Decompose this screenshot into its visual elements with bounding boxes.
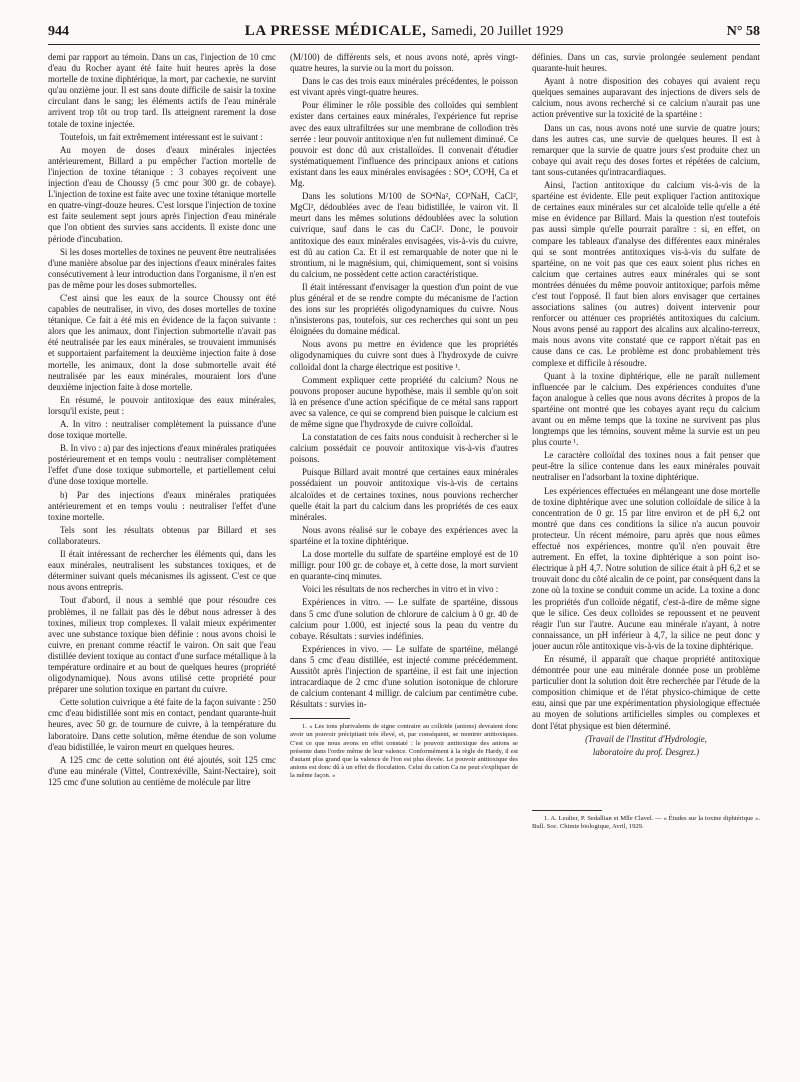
paragraph: A. In vitro : neutraliser complètement la puissance d'une dose toxique mortelle. [48, 419, 276, 441]
paragraph: C'est ainsi que les eaux de la source Choussy ont été capables de neutraliser, in vivo, des doses mortelles de toxine tétanique. Ce fait a été mis en évidence de la façon suivante : alors que les animaux, dont l'injection submortelle n'avait pas été neutralisée par les eaux minérales, se trouvaient immunisés et supportaient parfaitement la deuxième injection faite à dose mortelle, les animaux, dont la dose submortelle avait été neutralisée par les eaux minérales, mouraient lors d'une deuxième injection faite à dose mortelle. [48, 292, 276, 392]
column-2 [290, 52, 518, 1072]
footnote: 1. A. Leulier, P. Sedallian et Mlle Clavel. — « Études sur la toxine diphtérique ». Bull. Soc. Chimie biologique, Avril, 1929. [532, 814, 760, 830]
spacer [532, 760, 760, 804]
paragraph: La constatation de ces faits nous conduisit à rechercher si le calcium possédait ce pouvoir antitoxique vis-à-vis d'autres poisons. [290, 432, 518, 465]
paragraph: (M/100) de différents sels, et nous avons noté, après vingt-quatre heures, la survie ou la mort du poisson. [290, 52, 518, 74]
paragraph: Pour éliminer le rôle possible des colloïdes qui semblent exister dans certaines eaux minérales, l'expérience fut reprise avec des eaux ultrafiltrées sur une membrane de collodion très serrée : leur pouvoir antitoxique n'en fut nullement diminué. Ce pouvoir est donc dû aux cristalloïdes. Il convenait d'étudier systématiquement l'influence des principaux anions et cations existant dans les eaux minérales envisagées : SO⁴, CO³H, Ca et Mg. [290, 100, 518, 189]
paragraph: En résumé, il apparaît que chaque propriété antitoxique démontrée pour une eau minérale donnée pose un problème particulier dont la solution doit être recherchée par l'étude de la composition chimique et de l'état physico-chimique de cette eau, ainsi que par une expérimentation physiologique effectuée au moyen de solutions artificielles simples ou complexes et dont l'état physique est bien déterminé. [532, 653, 760, 731]
paragraph: b) Par des injections d'eaux minérales pratiquées antérieurement et en temps voulu : neutraliser l'effet d'une toxine mortelle. [48, 489, 276, 522]
paragraph: Les expériences effectuées en mélangeant une dose mortelle de toxine diphtérique avec une solution colloïdale de silice à la concentration de 0 gr. 15 par litre environ et de pH 6,2 ont montré que dans ces conditions la silice n'a aucun pouvoir protecteur. Un récent mémoire, paru après que nous eûmes effectué nos expériences, montre qu'il n'en pouvait être autrement. En effet, la toxine diphtérique a son point iso-électrique à pH 4,7. Notre solution de silice était à pH 6,2 et se trouvait donc du côté alcalin de ce point, par conséquent dans la zone où la toxine se conduit comme un acide. La toxine a donc les propriétés d'un colloïde négatif, c'est-à-dire de même signe que le silice. Ces deux colloïdes se repoussent et ne peuvent réagir l'un sur l'autre. Aucune eau minérale n'ayant, à notre connaissance, un pH inférieur à 4,7, la silice ne peut donc y jouer aucun rôle antitoxique vis-à-vis de la toxine diphtérique. [532, 485, 760, 651]
footnote-rule [290, 718, 350, 719]
paragraph: Ayant à notre disposition des cobayes qui avaient reçu quelques semaines auparavant des injections de divers sels de calcium, nous avons recherché si ce calcium n'aurait pas une action préventive sur la toxicité de la spartéine : [532, 76, 760, 120]
paragraph: Puisque Billard avait montré que certaines eaux minérales possédaient un pouvoir antitoxique vis-à-vis de certains alcaloïdes et de certaines toxines, nous pouvions rechercher quelle était la part du calcium dans les propriétés de ces eaux minérales. [290, 467, 518, 522]
page-header [48, 22, 760, 45]
signature-line: laboratoire du prof. Desgrez.) [592, 746, 700, 757]
paragraph: Dans les solutions M/100 de SO⁴Na², CO³NaH, CaCl², MgCl², dédoublées avec de l'eau bidistillée, le vairon vit. Il meurt dans les mêmes solutions dédoublées avec la solution cuivrique, sauf dans le cas du CaCl². Donc, le pouvoir antitoxique des eaux minérales envisagées, vis-à-vis du cuivre, est dû au cation Ca. Et il est remarquable de noter que ni le strontium, ni le magnésium, qui, chimiquement, sont si voisins du calcium, ne possèdent cette action caractéristique. [290, 191, 518, 279]
paragraph: Il était intéressant de rechercher les éléments qui, dans les eaux minérales, neutralisent les substances toxiques, et de déterminer suivant quels mécanismes ils agissent. C'est ce que nous avons entrepris. [48, 549, 276, 593]
issue-date: Samedi, 20 Juillet 1929 [431, 24, 564, 39]
paragraph: Dans un cas, nous avons noté une survie de quatre jours; dans les autres cas, une survie de quelques heures. Il est à remarquer que la survie de quatre jours s'est produite chez un cobaye qui avait reçu des doses fortes et répétées de calcium, tant sous-cutanées qu'intracardiaques. [532, 122, 760, 177]
signature-line: (Travail de l'Institut d'Hydrologie, [585, 733, 707, 744]
paragraph: Dans le cas des trois eaux minérales précédentes, le poisson est vivant après vingt-quatre heures. [290, 76, 518, 98]
paragraph: Il était intéressant d'envisager la question d'un point de vue plus général et de se rendre compte du mécanisme de l'action des ions sur les propriétés oligodynamiques du cuivre. Nous n'insisterons pas, toutefois, sur ces recherches qui sont un peu éloignées du domaine médical. [290, 281, 518, 337]
paragraph: A 125 cmc de cette solution ont été ajoutés, soit 125 cmc d'une eau minérale (Vittel, Contrexéville, Saint-Nectaire), soit 125 cmc d'une solution au centième de molécule par litre [48, 754, 276, 787]
journal-title-line [48, 23, 760, 40]
paragraph: Tels sont les résultats obtenus par Billard et ses collaborateurs. [48, 524, 276, 546]
footnote: 1. « Les ions plurivalents de signe contraire au colloïde (anions) devraient donc avoir un pouvoir précipitant très élevé, et, par conséquent, se montrer antitoxiques. C'est ce que nous avons en effet constaté : le pouvoir antitoxique des anions se présente dans l'ordre même de leur valence. Conformément à la règle de Hardy, il est d'autant plus grand que la valence de l'ion est plus élevée. Le pouvoir antitoxique des anions est donc dû à un effet de floculation. Celui du cation Ca ne peut s'expliquer de la même façon. » [290, 723, 518, 779]
issue-number: N° 58 [726, 24, 760, 39]
paragraph: Ainsi, l'action antitoxique du calcium vis-à-vis de la spartéine est évidente. Elle peut expliquer l'action antitoxique de certaines eaux minérales sur cet alcaloïde telle qu'elle a été mise en évidence par Billard. Mais la question n'est toutefois pas aussi simple qu'elle pourrait paraître : si, en effet, on compare les tableaux d'analyse des différentes eaux minérales qui se sont montrées antitoxiques vis-à-vis du sulfate de spartéine, on ne voit pas que ces eaux soient plus riches en calcium que certaines autres eaux minérales qui se sont montrées dénuées du même pouvoir antitoxique; parfois même c'est tout l'opposé. Il faut bien alors envisager que certaines associations salines (ou autres) doivent intervenir pour renforcer ou atténuer ces propriétés antitoxiques du calcium. Nous avons pensé au rapport des alcalins aux alcalino-terreux, mais nous avons vite constaté que ce rapport n'était pas en cause dans ce cas. Le problème est donc probablement très complexe et difficile à résoudre. [532, 180, 760, 368]
paragraph: Cette solution cuivrique a été faite de la façon suivante : 250 cmc d'eau bidistillée sont mis en contact, pendant quarante-huit heures, avec 50 gr. de tournure de cuivre, à la température du laboratoire. Dans cette solution, même étendue de son volume d'eau bidistillée, le vairon meurt en quelques heures. [48, 697, 276, 752]
paragraph: Voici les résultats de nos recherches in vitro et in vivo : [302, 584, 499, 595]
page-number: 944 [48, 24, 69, 39]
column-1 [48, 52, 276, 1072]
paragraph: En résumé, le pouvoir antitoxique des eaux minérales, lorsqu'il existe, peut : [48, 394, 276, 416]
journal-title: LA PRESSE MÉDICALE, [244, 23, 427, 39]
paragraph: Nous avons réalisé sur le cobaye des expériences avec la spartéine et la toxine diphtérique. [290, 524, 518, 546]
paragraph: demi par rapport au témoin. Dans un cas, l'injection de 10 cmc d'eau du Rocher ayant été faite huit heures après la dose mortelle de toxine diphtérique, la mort, par cachexie, ne survint qu'au onzième jour. Il est sans doute difficile de saisir la toxine circulant dans le sang; les éléments actifs de l'eau minérale arrivent trop tôt ou trop tard. Ils atteignent rarement la dose totale de toxine injectée. [48, 52, 276, 129]
paragraph: Expériences in vivo. — Le sulfate de spartéine, mélangé dans 5 cmc d'eau distillée, est injecté comme précédemment. Aussitôt après l'injection de spartéine, il est fait une injection intracardiaque de 2 cmc d'une solution isotonique de chlorure de calcium contenant 4 milligr. de calcium par centimètre cube. Résultats : survies in- [290, 643, 518, 710]
column-3 [532, 52, 760, 1072]
paragraph: Si les doses mortelles de toxines ne peuvent être neutralisées d'une manière absolue par des injections d'eaux minérales faites consécutivement à leur introduction dans l'organisme, il n'en est pas de même pour les doses submortelles. [48, 246, 276, 290]
paragraph: Expériences in vitro. — Le sulfate de spartéine, dissous dans 5 cmc d'une solution de chlorure de calcium à 0 gr. 40 de calcium pour 1.000, est injecté sous la peau du ventre du cobaye. Résultats : survies indéfinies. [290, 597, 518, 641]
article-columns [48, 52, 760, 1072]
paragraph: La dose mortelle du sulfate de spartéine employé est de 10 milligr. pour 100 gr. de cobaye et, à cette dose, la mort survient en quarante-cinq minutes. [290, 549, 518, 582]
paragraph: Le caractère colloïdal des toxines nous a fait penser que peut-être la silice contenue dans les eaux minérales pouvait neutraliser en l'adsorbant la toxine diphtérique. [532, 450, 760, 483]
paragraph: Au moyen de doses d'eaux minérales injectées antérieurement, Billard a pu empêcher l'action mortelle de l'injection de toxine tétanique : 3 cobayes reçoivent une injection d'eau de Choussy (5 cmc pour 300 gr. de cobaye). L'injection de toxine est faite avec une toxine tétanique mortelle en quatre-vingt-douze heures. C'est lorsque l'injection de toxine est faite seulement sept jours après l'injection d'eau minérale que l'on obtient des survies sans accidents. Il existe donc une période d'incubation. [48, 144, 276, 244]
paragraph: Nous avons pu mettre en évidence que les propriétés oligodynamiques du cuivre sont dues à l'hydroxyde de cuivre colloïdal dont la charge électrique est positive ¹. [290, 339, 518, 372]
footnote-rule [532, 810, 602, 811]
paragraph: Comment expliquer cette propriété du calcium? Nous ne pouvons proposer aucune hypothèse, mais il semble qu'on soit là en présence d'une action spécifique de ce métal sans rapport avec sa valence, ce qui se comprend bien puisque le calcium est de même signe que l'hydroxyde de cuivre colloïdal. [290, 374, 518, 429]
paragraph: Tout d'abord, il nous a semblé que pour résoudre ces problèmes, il ne fallait pas dès le début nous adresser à des toxines, milieux trop complexes. Il valait mieux expérimenter avec une substance toxique bien définie : nous avons choisi le cuivre, en prenant comme réactif le vairon. On sait que l'eau distillée devient toxique au contact d'une surface métallique à la température ordinaire et au bout de quelques heures (propriété oligodynamique). Nous avons utilisé cette propriété pour préparer une solution toxique en partant du cuivre. [48, 595, 276, 695]
paragraph: Quant à la toxine diphtérique, elle ne paraît nullement influencée par le calcium. Des expériences conduites d'une façon analogue à celles que nous avons décrites à propos de la spartéine ont montré que les cobayes ayant reçu du calcium avant ou en même temps que la toxine ne survivent pas plus longtemps que les témoins, souvent même la survie est un peu plus courte ¹. [532, 370, 760, 448]
paragraph: Toutefois, un fait extrêmement intéressant est le suivant : [60, 131, 263, 142]
paragraph: définies. Dans un cas, survie prolongée seulement pendant quarante-huit heures. [532, 52, 760, 74]
paragraph: B. In vivo : a) par des injections d'eaux minérales pratiquées postérieurement et en temps voulu : neutraliser complètement l'effet d'une dose toxique submortelle, et partiellement celui d'une dose toxique mortelle. [48, 443, 276, 487]
